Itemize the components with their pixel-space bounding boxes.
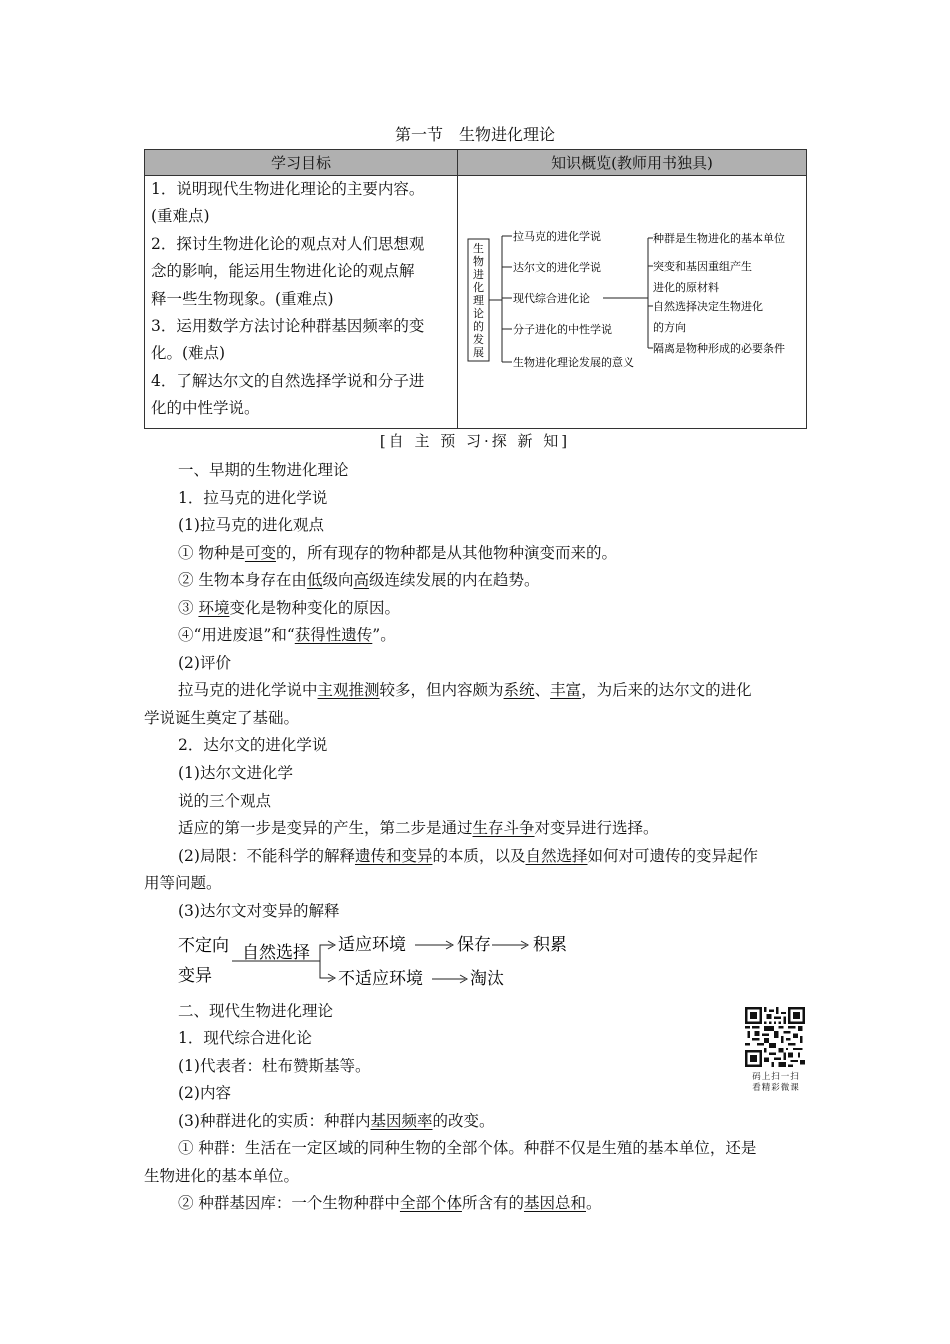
evaluation-line: 拉马克的进化学说中主观推测较多，但内容颇为系统、丰富，为后来的达尔文的进化 xyxy=(178,681,752,699)
goal-line: 3．运用数学方法讨论种群基因频率的变 xyxy=(151,317,425,336)
subheading: 1．拉马克的进化学说 xyxy=(178,489,328,507)
bullet-4: ④“用进废退”和“获得性遗传”。 xyxy=(178,626,396,644)
goal-line: (重难点) xyxy=(151,207,210,226)
goals-cell xyxy=(145,176,458,429)
qr-caption: 看精彩微课 xyxy=(752,1083,800,1093)
bullet-3: ③ 环境变化是物种变化的原因。 xyxy=(178,599,400,617)
sub-label: 种群是生物进化的基本单位 xyxy=(653,232,785,245)
page-title: 第一节 生物进化理论 xyxy=(394,125,555,144)
diagram-label: 积累 xyxy=(533,935,567,955)
evaluation-line-2: 学说诞生奠定了基础。 xyxy=(144,709,300,727)
bullet-1: ① 物种是可变的，所有现存的物种都是从其他物种演变而来的。 xyxy=(178,544,617,562)
heading-1: 一、早期的生物进化理论 xyxy=(178,461,349,479)
essence-line: (3)种群进化的实质：种群内基因频率的改变。 xyxy=(178,1112,495,1130)
branch-label: 拉马克的进化学说 xyxy=(513,230,601,243)
population-line: ① 种群：生活在一定区域的同种生物的全部个体。种群不仅是生殖的基本单位，还是 xyxy=(178,1139,757,1157)
qr-caption: 码上扫一扫 xyxy=(752,1072,800,1082)
branch-label: 生物进化理论发展的意义 xyxy=(513,356,634,369)
root-char: 化 xyxy=(473,281,484,294)
root-char: 展 xyxy=(473,346,484,359)
section-heading: [自 主 预 习·探 新 知] xyxy=(379,432,571,450)
paragraph: (1)代表者：杜布赞斯基等。 xyxy=(178,1057,371,1075)
paragraph: (2)评价 xyxy=(178,654,231,672)
paragraph: (2)内容 xyxy=(178,1084,231,1102)
goal-line: 1．说明现代生物进化理论的主要内容。 xyxy=(151,180,425,198)
goal-line: 化的中性学说。 xyxy=(151,399,260,418)
paragraph: (3)达尔文对变异的解释 xyxy=(178,902,340,920)
diagram-label: 不定向 xyxy=(178,936,229,956)
root-char: 的 xyxy=(473,320,484,333)
overview-header: 知识概览(教师用书独具) xyxy=(458,150,807,176)
paragraph: 说的三个观点 xyxy=(178,792,272,810)
diagram-label: 适应环境 xyxy=(338,935,406,955)
limitation-line: (2)局限：不能科学的解释遗传和变异的本质，以及自然选择如何对可遗传的变异起作 xyxy=(178,847,759,865)
goal-line: 化。(难点) xyxy=(151,344,226,363)
diagram-label: 保存 xyxy=(457,935,491,955)
root-char: 理 xyxy=(473,294,484,307)
goal-line: 释一些生物现象。(重难点) xyxy=(151,289,334,308)
heading-2: 二、现代生物进化理论 xyxy=(178,1002,334,1020)
sub-label: 进化的原材料 xyxy=(653,281,719,294)
goal-line: 4．了解达尔文的自然选择学说和分子进 xyxy=(151,371,425,390)
paragraph: (1)达尔文进化学 xyxy=(178,764,293,782)
population-line-2: 生物进化的基本单位。 xyxy=(144,1167,300,1185)
paragraph: (1)拉马克的进化观点 xyxy=(178,516,324,534)
root-char: 论 xyxy=(473,307,484,320)
diagram-label: 变异 xyxy=(178,966,212,986)
sub-label: 隔离是物种形成的必要条件 xyxy=(653,342,785,355)
objectives-table xyxy=(144,149,807,429)
goal-line: 念的影响，能运用生物进化论的观点解 xyxy=(151,262,415,281)
diagram-label: 自然选择 xyxy=(242,943,310,963)
root-char: 物 xyxy=(473,255,484,268)
qr-code-icon[interactable] xyxy=(745,1007,805,1067)
sub-label: 的方向 xyxy=(653,321,686,334)
root-brace xyxy=(489,236,502,362)
branch-label: 现代综合进化论 xyxy=(513,292,590,305)
bullet-2: ② 生物本身存在由低级向高级连续发展的内在趋势。 xyxy=(178,571,540,589)
root-char: 生 xyxy=(473,242,484,255)
branch-label: 达尔文的进化学说 xyxy=(513,261,601,274)
sub-label: 突变和基因重组产生 xyxy=(653,260,752,273)
diagram-label: 淘汰 xyxy=(470,969,504,989)
goals-header: 学习目标 xyxy=(145,150,458,176)
variation-diagram xyxy=(170,928,610,994)
knowledge-overview-diagram xyxy=(458,176,806,428)
diagram-label: 不适应环境 xyxy=(338,969,423,989)
subheading: 1．现代综合进化论 xyxy=(178,1029,312,1047)
goals-list xyxy=(145,176,457,423)
branch-label: 分子进化的中性学说 xyxy=(513,323,612,336)
goal-line: 2．探讨生物进化论的观点对人们思想观 xyxy=(151,234,425,253)
root-char: 进 xyxy=(473,268,484,281)
gene-pool-line: ② 种群基因库：一个生物种群中全部个体所含有的基因总和。 xyxy=(178,1194,602,1212)
overview-cell xyxy=(458,176,807,429)
limitation-line-2: 用等问题。 xyxy=(144,874,222,892)
root-char: 发 xyxy=(473,333,484,346)
adaptation-line: 适应的第一步是变异的产生，第二步是通过生存斗争对变异进行选择。 xyxy=(178,819,659,837)
sub-label: 自然选择决定生物进化 xyxy=(653,300,763,313)
subheading: 2．达尔文的进化学说 xyxy=(178,736,328,754)
